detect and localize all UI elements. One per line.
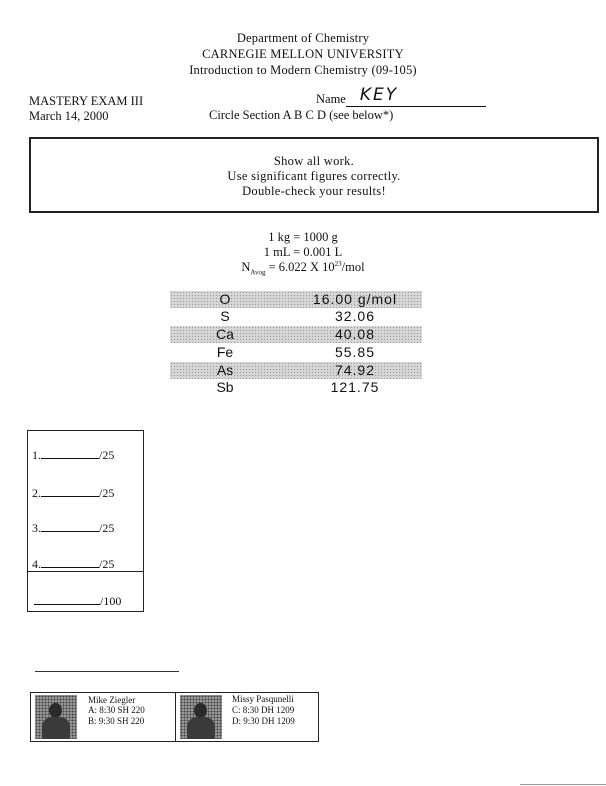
constant-kg: 1 kg = 1000 g [268, 230, 338, 244]
score-row [32, 520, 114, 536]
atomic-mass-row [170, 379, 422, 396]
total-blank[interactable] [34, 593, 100, 605]
section-divider [175, 693, 176, 741]
score-row [32, 447, 114, 463]
university-heading: CARNEGIE MELLON UNIVERSITY [202, 47, 404, 61]
question-number: 4. [32, 557, 41, 571]
question-number: 2. [32, 486, 41, 500]
avog-unit: /mol [341, 260, 365, 274]
avog-symbol: N [241, 260, 251, 274]
avog-exponent: 23 [334, 259, 342, 268]
name-field[interactable] [316, 85, 486, 107]
score-box [27, 430, 144, 612]
signature-line [35, 671, 179, 672]
atomic-mass-row [170, 362, 422, 379]
score-row [32, 556, 114, 572]
score-max: /25 [99, 448, 115, 462]
total-max: /100 [100, 594, 122, 608]
element-mass: 121.75 [330, 379, 380, 395]
exam-title: MASTERY EXAM III [29, 94, 144, 108]
total-row [34, 593, 121, 609]
ta-photo [180, 695, 222, 739]
ta-name: Mike Ziegler [88, 695, 136, 705]
atomic-mass-row [170, 326, 422, 343]
question-number: 3. [32, 521, 41, 535]
element-mass: 16.00 g/mol [312, 291, 398, 307]
element-mass: 40.08 [334, 326, 376, 342]
score-blank[interactable] [41, 485, 99, 497]
department-heading: Department of Chemistry [236, 31, 370, 45]
section-box [30, 692, 319, 742]
exam-date: March 14, 2000 [29, 109, 109, 123]
score-row [32, 485, 114, 501]
atomic-mass-row [170, 291, 422, 308]
score-max: /25 [99, 486, 115, 500]
avog-value: = 6.022 X 10 [265, 260, 335, 274]
atomic-mass-row [170, 344, 422, 361]
section-time: C: 8:30 DH 1209 [232, 705, 295, 715]
instructions-box [29, 137, 599, 213]
section-time: B: 9:30 SH 220 [88, 716, 145, 726]
atomic-mass-row [170, 308, 422, 325]
constant-avogadro [0, 260, 606, 275]
section-prompt: Circle Section A B C D (see below*) [209, 108, 394, 122]
page-edge-mark [520, 784, 606, 785]
element-symbol: As [216, 362, 234, 378]
score-max: /25 [99, 521, 115, 535]
ta-name: Missy Pasqunelli [232, 694, 294, 704]
element-symbol: S [220, 308, 230, 324]
name-label: Name [316, 92, 346, 106]
element-symbol: Ca [216, 326, 234, 342]
instruction-line: Use significant figures correctly. [227, 169, 401, 183]
score-blank[interactable] [41, 447, 99, 459]
name-value: KEY [359, 85, 399, 105]
question-number: 1. [32, 448, 41, 462]
instruction-line: Show all work. [273, 154, 355, 168]
element-mass: 74.92 [334, 362, 376, 378]
ta-photo [35, 695, 77, 739]
section-time: A: 8:30 SH 220 [88, 705, 145, 715]
constant-ml: 1 mL = 0.001 L [263, 245, 343, 259]
element-mass: 32.06 [334, 308, 376, 324]
section-time: D: 9:30 DH 1209 [232, 716, 295, 726]
total-divider [28, 571, 143, 572]
course-heading: Introduction to Modern Chemistry (09-105) [189, 63, 417, 77]
avog-subscript: Avog [250, 268, 266, 277]
instruction-line: Double-check your results! [242, 184, 386, 198]
element-symbol: Fe [216, 344, 234, 360]
score-blank[interactable] [41, 556, 99, 568]
score-max: /25 [99, 557, 115, 571]
element-symbol: O [219, 291, 231, 307]
name-line [346, 85, 486, 107]
score-blank[interactable] [41, 520, 99, 532]
element-symbol: Sb [216, 379, 234, 395]
element-mass: 55.85 [334, 344, 376, 360]
